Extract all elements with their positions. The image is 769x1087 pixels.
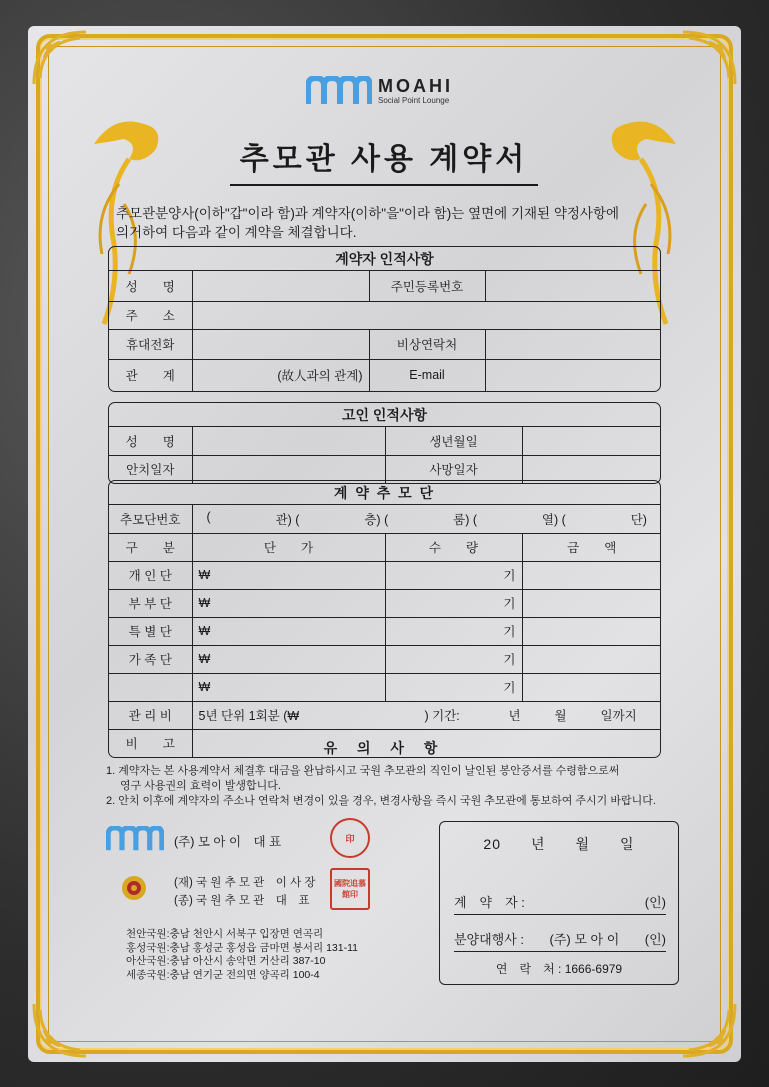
notice-title: 유 의 사 항 [323,740,446,756]
fee-period: ) 기간: [424,709,460,723]
row-qty-field[interactable] [385,673,522,701]
guckwon-seal [330,868,370,910]
deceased-name-label: 성 명 [109,427,192,455]
contractor-mobile-field[interactable] [192,329,369,359]
agent-sign-line[interactable] [454,929,666,952]
fee-month: 월 [554,709,567,723]
row-type-label: 가 족 단 [109,645,192,673]
contractor-sign-label: 계 약 자 : [454,895,525,910]
col-type-header: 구 분 [109,533,192,561]
altar-number-field[interactable] [192,505,661,533]
altar-heading: 계 약 추 모 단 [109,481,660,505]
qty-unit: 기 [503,569,516,583]
fee-text: 5년 단위 1회분 (₩ [198,709,300,723]
col-amount-header: 금 액 [522,533,661,561]
contact-line [440,960,678,977]
row-qty-field[interactable] [385,645,522,673]
contractor-sign-line[interactable] [454,892,666,915]
page-title: 추모관 사용 계약서 [230,134,538,186]
company-rep: (종) 국 원 추 모 관 대 표 [174,895,310,907]
contact-label: 연 락 처 : [495,962,562,976]
contractor-email-field[interactable] [485,359,661,391]
row-qty-field[interactable] [385,589,522,617]
altar-number-label: 추모단번호 [109,505,192,533]
deceased-section [108,402,661,484]
corner-ornament-icon [679,28,739,88]
corner-ornament-icon [30,1000,90,1060]
contractor-email-label: E-mail [369,359,485,391]
agent-sign-seal: (인) [644,932,666,947]
row-type-label: 부 부 단 [109,589,192,617]
qty-unit: 기 [503,653,516,667]
qty-unit: 기 [503,597,516,611]
qty-unit: 기 [503,625,516,639]
contractor-emergency-label: 비상연락처 [369,329,485,359]
contractor-emergency-field[interactable] [485,329,661,359]
notice-item: 영구 사용권의 효력이 발생합니다. [120,780,281,792]
logo-subtitle: Social Point Lounge [378,96,450,105]
branch-addresses [126,928,358,982]
contact-value: 1666-6979 [564,962,623,976]
address-line: 아산국원:충남 아산시 송악면 거산리 387-10 [126,955,326,967]
currency-symbol: ₩ [198,624,211,638]
corner-ornament-icon [679,1000,739,1060]
deceased-death-field[interactable] [522,455,661,483]
contractor-heading: 계약자 인적사항 [109,247,660,271]
deceased-birth-label: 생년월일 [385,427,522,455]
fee-until: 일까지 [600,709,637,723]
contractor-address-label: 주 소 [109,301,192,329]
relation-hint: (故人과의 관계) [277,369,363,384]
altar-number-part: ( [206,509,211,524]
row-amount-field[interactable] [522,617,661,645]
altar-table [109,505,661,757]
contractor-sign-seal: (인) [644,895,666,910]
address-line: 세종국원:충남 연기군 전의면 양곡리 100-4 [126,968,320,981]
currency-symbol: ₩ [198,568,211,582]
altar-number-part: 룸) ( [453,512,478,527]
moahi-seal [330,818,370,858]
agent-sign-label: 분양대행사 : [454,932,525,947]
row-type-label: 특 별 단 [109,617,192,645]
contractor-address-field[interactable] [192,301,661,329]
currency-symbol: ₩ [198,652,211,666]
deceased-heading: 고인 인적사항 [109,403,660,427]
row-type-label: 개 인 단 [109,561,192,589]
moahi-logo [306,76,453,106]
row-qty-field[interactable] [385,561,522,589]
notice-item: 2. 안치 이후에 계약자의 주소나 연락처 변경이 있을 경우, 변경사항을 즉시 국원 추모관에 통보하여 주시기 바랍니다. [106,795,656,807]
intro-text [116,204,676,242]
row-price-field[interactable] [192,617,385,645]
fee-field[interactable] [192,701,661,729]
moahi-seal-text: 印 [345,833,355,844]
deceased-name-field[interactable] [192,427,385,455]
address-line: 천안국원:충남 천안시 서북구 입장면 연곡리 [126,928,324,940]
contractor-table [109,271,661,391]
emblem-icon [120,874,148,902]
altar-number-part: 단) [630,512,647,527]
contractor-section [108,246,661,392]
row-qty-field[interactable] [385,617,522,645]
deceased-birth-field[interactable] [522,427,661,455]
foundation-chair: (재) 국 원 추 모 관 이 사 장 [174,877,316,889]
col-qty-header: 수 량 [385,533,522,561]
signature-box [439,821,679,985]
contractor-relation-label: 관 계 [109,359,192,391]
notice-item: 1. 계약자는 본 사용계약서 체결후 대금을 완납하시고 국원 추모관의 직인이 날인된 봉안증서를 수령함으로써 [106,765,620,777]
row-amount-field[interactable] [522,673,661,701]
altar-number-part: 관) ( [275,512,300,527]
altar-number-part: 열) ( [541,512,566,527]
moahi-logo-icon [306,76,372,106]
row-amount-field[interactable] [522,561,661,589]
intro-line-2: 의거하여 다음과 같이 계약을 체결합니다. [116,225,357,240]
row-type-label[interactable] [109,673,192,701]
row-price-field[interactable] [192,645,385,673]
corner-ornament-icon [30,28,90,88]
agent-sign-name: (주) 모 아 이 [549,932,620,947]
notice-list [106,764,686,809]
currency-symbol: ₩ [198,596,211,610]
row-price-field[interactable] [192,673,385,701]
deceased-death-label: 사망일자 [385,455,522,483]
deceased-enshrine-label: 안치일자 [109,455,192,483]
fee-year: 년 [508,709,521,723]
currency-symbol: ₩ [198,680,211,694]
contractor-mobile-label: 휴대전화 [109,329,192,359]
row-amount-field[interactable] [522,645,661,673]
moahi-rep: (주) 모 아 이 대 표 [174,835,282,849]
altar-number-part: 층) ( [364,512,389,527]
col-price-header: 단 가 [192,533,385,561]
altar-section [108,480,661,758]
row-price-field[interactable] [192,589,385,617]
address-line: 홍성국원:충남 홍성군 홍성읍 금마면 봉서리 131-11 [126,941,358,954]
deceased-table [109,427,661,483]
intro-line-1: 추모관분양사(이하"갑"이라 함)과 계약자(이하"을"이라 함)는 옆면에 기재된 약정사항에 [116,206,620,221]
contractor-name-label: 성 명 [109,271,192,301]
contract-date[interactable]: 20 년 월 일 [483,836,635,852]
logo-name: MOAHI [378,76,453,96]
row-price-field[interactable] [192,561,385,589]
deceased-enshrine-field[interactable] [192,455,385,483]
note-label: 비 고 [109,729,192,757]
contractor-rrn-label: 주민등록번호 [369,271,485,301]
row-amount-field[interactable] [522,589,661,617]
contractor-name-field[interactable] [192,271,369,301]
contractor-rrn-field[interactable] [485,271,661,301]
contractor-relation-field[interactable] [192,359,369,391]
qty-unit: 기 [503,681,516,695]
fee-label: 관 리 비 [109,701,192,729]
guckwon-seal-text: 國院追慕館印 [334,879,366,899]
moahi-small-logo-icon [106,826,164,852]
